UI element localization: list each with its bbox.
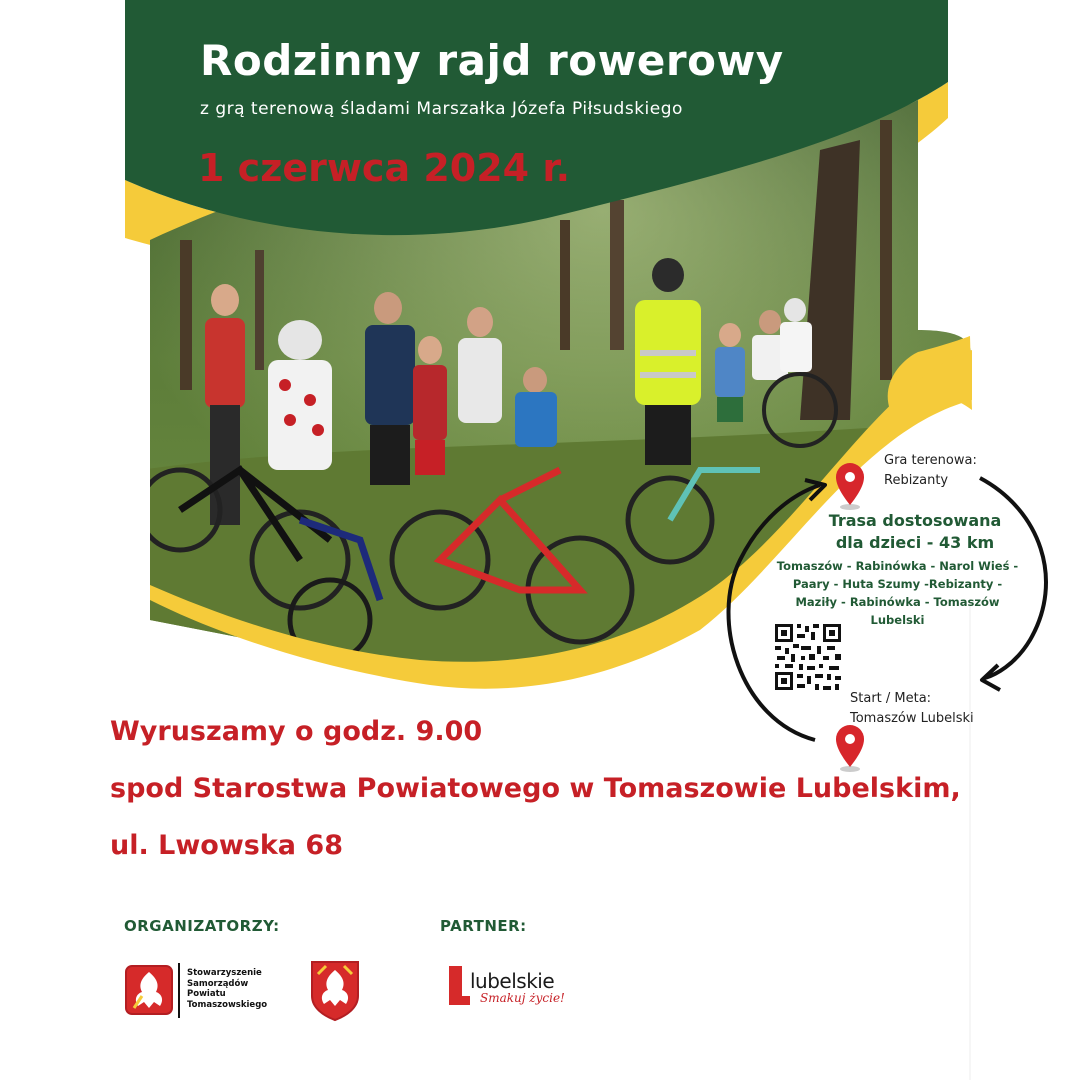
departure-address: ul. Lwowska 68 — [110, 830, 343, 861]
route-stops-line: Lubelski — [870, 613, 925, 627]
start-label-line: Start / Meta: — [850, 691, 932, 706]
game-label-line: Gra terenowa: — [884, 453, 977, 468]
partner-label: PARTNER: — [440, 917, 527, 935]
event-title: Rodzinny rajd rowerowy — [200, 36, 784, 85]
route-title-line: dla dzieci - 43 km — [835, 533, 995, 552]
map-pin-icon — [836, 463, 864, 510]
map-pin-icon — [836, 725, 864, 772]
partner-slogan: Smakuj życie! — [480, 991, 565, 1005]
route-title — [800, 510, 1030, 554]
route-stops — [760, 557, 1035, 629]
start-label-line: Tomaszów Lubelski — [850, 711, 974, 726]
association-line: Tomaszowskiego — [187, 999, 268, 1010]
association-line: Powiatu — [187, 989, 226, 999]
logo-divider — [178, 963, 180, 1018]
route-title-line: Trasa dostosowana — [828, 511, 1002, 530]
organizers-label: ORGANIZATORZY: — [124, 917, 280, 935]
route-stops-line: Maziły - Rabinówka - Tomaszów — [795, 595, 1000, 609]
game-location-label — [884, 451, 1024, 491]
qr-code — [773, 622, 843, 692]
start-finish-label — [850, 689, 1020, 729]
route-stops-line: Tomaszów - Rabinówka - Narol Wieś - — [776, 559, 1019, 573]
association-line: Stowarzyszenie — [187, 968, 262, 978]
coat-of-arms-icon — [126, 966, 172, 1014]
association-line: Samorządów — [187, 978, 249, 989]
partner-brand: lubelskie — [470, 969, 555, 993]
departure-place: spod Starostwa Powiatowego w Tomaszowie Lubelskim, — [110, 773, 961, 804]
event-subtitle: z grą terenową śladami Marszałka Józefa Piłsudskiego — [200, 99, 683, 119]
route-stops-line: Paary - Huta Szumy -Rebizanty - — [792, 577, 1003, 591]
association-name — [187, 968, 297, 1010]
coat-of-arms-icon — [312, 962, 358, 1020]
event-date: 1 czerwca 2024 r. — [198, 146, 571, 190]
departure-time: Wyruszamy o godz. 9.00 — [110, 716, 483, 747]
game-label-line: Rebizanty — [884, 473, 949, 488]
lubelskie-logo — [449, 966, 470, 1005]
